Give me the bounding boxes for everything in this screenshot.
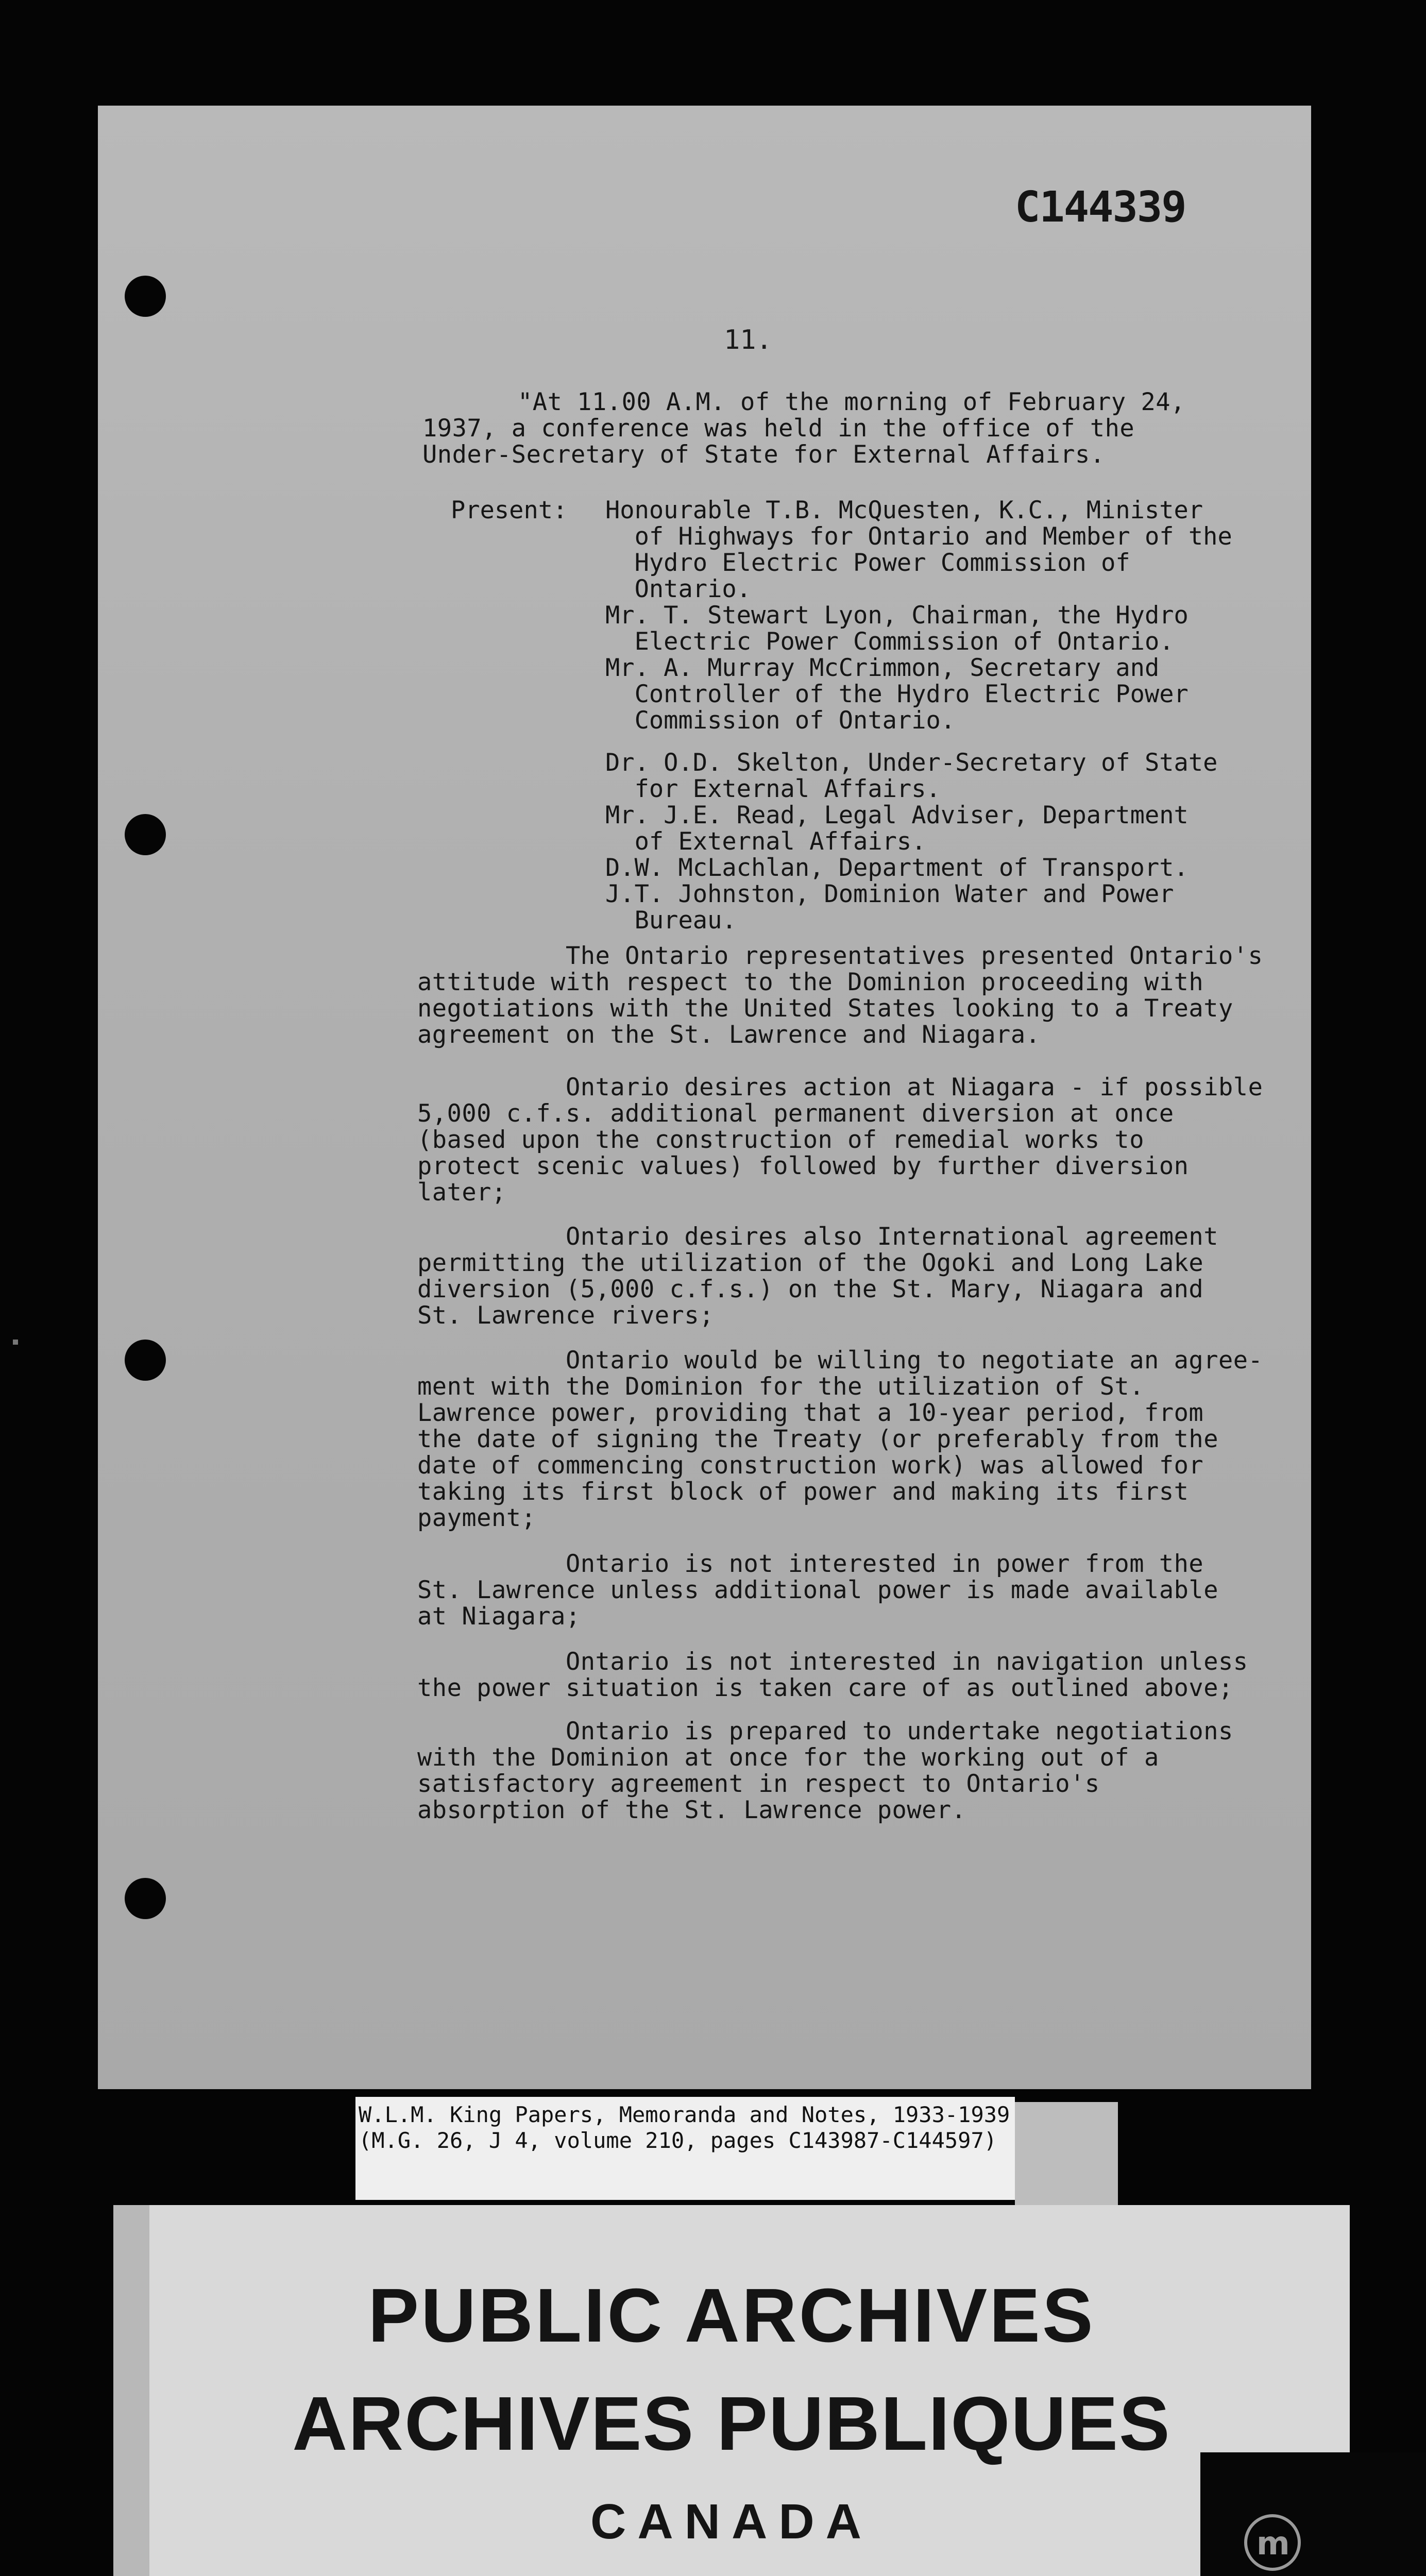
stamp-line-country: CANADA xyxy=(590,2494,873,2549)
paragraph-line: later; xyxy=(417,1178,506,1207)
paragraph-line: Ontario is prepared to undertake negotiations xyxy=(417,1717,1233,1745)
paragraph-line: agreement on the St. Lawrence and Niagara. xyxy=(417,1021,1041,1049)
attendee-line: Electric Power Commission of Ontario. xyxy=(605,628,1174,656)
attendee-line: of Highways for Ontario and Member of the xyxy=(605,522,1232,551)
paragraph-line: the date of signing the Treaty (or preferably from the xyxy=(417,1425,1219,1453)
paragraph-line: satisfactory agreement in respect to Ontario's xyxy=(417,1770,1100,1798)
paragraph-line: Ontario is not interested in power from the xyxy=(417,1550,1204,1578)
attendees-ontario-list xyxy=(605,497,1232,734)
margin-mark xyxy=(13,1340,18,1345)
paragraph-line: Ontario desires also International agreement xyxy=(417,1223,1219,1251)
paragraph-line: ment with the Dominion for the utilization of St. xyxy=(417,1372,1145,1401)
attendee-line: Controller of the Hydro Electric Power xyxy=(605,680,1189,708)
microfilm-logo-icon: m xyxy=(1244,2514,1301,2571)
attendee-line: Mr. T. Stewart Lyon, Chairman, the Hydro xyxy=(605,601,1189,630)
attendee-line: Commission of Ontario. xyxy=(605,706,956,735)
paragraph-line: St. Lawrence rivers; xyxy=(417,1301,714,1330)
punch-hole xyxy=(125,276,166,317)
paragraph-line: taking its first block of power and making its first xyxy=(417,1478,1189,1506)
punch-hole xyxy=(125,1340,166,1381)
punch-hole xyxy=(125,1878,166,1919)
dark-corner xyxy=(1200,2452,1426,2576)
opening-line: Under-Secretary of State for External Affairs. xyxy=(422,440,1105,469)
attendees-dominion-list xyxy=(605,750,1217,934)
paragraph-line: at Niagara; xyxy=(417,1602,581,1631)
paragraph-line: (based upon the construction of remedial works to xyxy=(417,1126,1145,1154)
paragraph-line: The Ontario representatives presented Ontario's xyxy=(417,942,1263,970)
citation-label xyxy=(355,2097,1015,2200)
paragraph-line: 5,000 c.f.s. additional permanent diversion at once xyxy=(417,1099,1174,1128)
paragraph-line: St. Lawrence unless additional power is made available xyxy=(417,1576,1219,1604)
attendee-line: J.T. Johnston, Dominion Water and Power xyxy=(605,880,1174,908)
paragraph-line: date of commencing construction work) was allowed for xyxy=(417,1451,1204,1480)
attendee-line: Mr. A. Murray McCrimmon, Secretary and xyxy=(605,654,1160,682)
paragraph-line: with the Dominion at once for the working out of a xyxy=(417,1743,1159,1772)
attendee-line: Hydro Electric Power Commission of xyxy=(605,549,1130,577)
attendee-line: Honourable T.B. McQuesten, K.C., Minister xyxy=(605,496,1203,524)
attendee-line: Mr. J.E. Read, Legal Adviser, Department xyxy=(605,801,1189,829)
paragraph-line: absorption of the St. Lawrence power. xyxy=(417,1796,966,1824)
present-label: Present: xyxy=(451,496,568,524)
archives-stamp-card xyxy=(113,2205,1350,2576)
punch-hole xyxy=(125,814,166,855)
stamp-line-english: PUBLIC ARCHIVES xyxy=(368,2273,1095,2358)
document-number: C144339 xyxy=(1015,183,1186,232)
paragraph-line: Ontario desires action at Niagara - if possible xyxy=(417,1073,1263,1101)
paragraph-line: Lawrence power, providing that a 10-year period, from xyxy=(417,1399,1204,1427)
attendee-line: Ontario. xyxy=(605,575,751,603)
attendee-line: of External Affairs. xyxy=(605,827,926,856)
paragraph-line: diversion (5,000 c.f.s.) on the St. Mary, Niagara and xyxy=(417,1275,1204,1303)
paragraph-line: negotiations with the United States looking to a Treaty xyxy=(417,994,1233,1023)
paragraph-line: the power situation is taken care of as outlined above; xyxy=(417,1674,1233,1702)
paragraph-line: attitude with respect to the Dominion proceeding with xyxy=(417,968,1204,996)
paragraph-line: Ontario would be willing to negotiate an agree- xyxy=(417,1346,1263,1375)
attendee-line: for External Affairs. xyxy=(605,775,941,803)
paragraph-line: payment; xyxy=(417,1504,536,1532)
citation-line: W.L.M. King Papers, Memoranda and Notes, 1933-1939 xyxy=(359,2102,1010,2127)
paragraph-line: Ontario is not interested in navigation unless xyxy=(417,1648,1248,1676)
stamp-line-french: ARCHIVES PUBLIQUES xyxy=(292,2381,1171,2466)
opening-line: 1937, a conference was held in the office of the xyxy=(422,414,1135,443)
attendee-line: Bureau. xyxy=(605,906,737,935)
attendee-line: D.W. McLachlan, Department of Transport. xyxy=(605,854,1189,882)
page-number: 11. xyxy=(724,325,772,355)
opening-line: "At 11.00 A.M. of the morning of February 24, xyxy=(518,388,1185,416)
attendee-line: Dr. O.D. Skelton, Under-Secretary of State xyxy=(605,749,1218,777)
typed-document-page xyxy=(98,106,1311,2089)
paragraph-line: permitting the utilization of the Ogoki and Long Lake xyxy=(417,1249,1204,1277)
citation-line: (M.G. 26, J 4, volume 210, pages C143987-C144597) xyxy=(359,2128,997,2153)
paragraph-line: protect scenic values) followed by further diversion xyxy=(417,1152,1189,1180)
label-backing xyxy=(1015,2102,1118,2205)
